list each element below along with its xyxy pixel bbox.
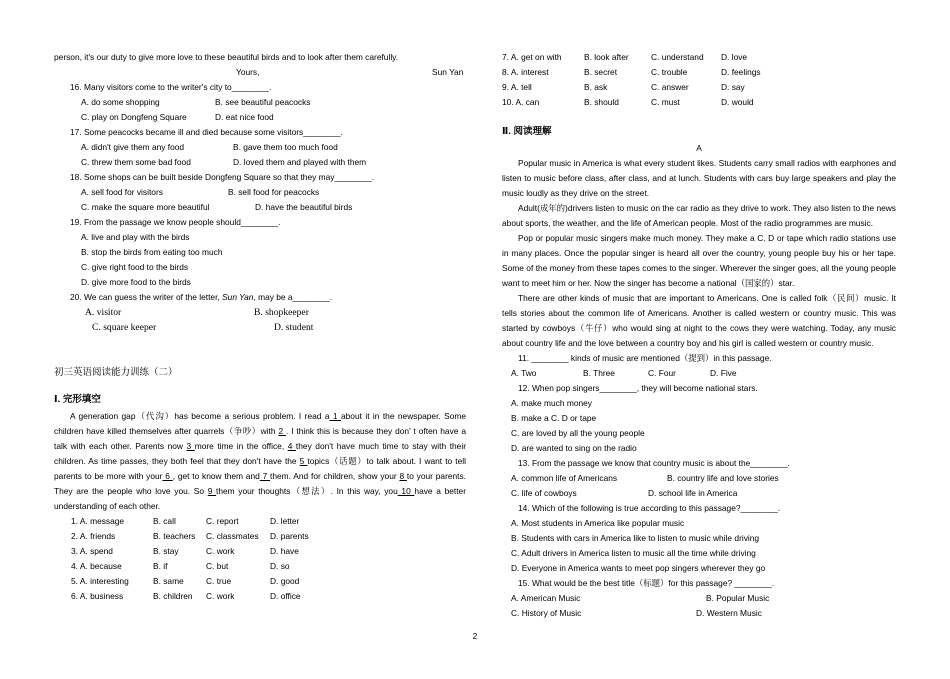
section-heading-cloze: Ⅰ. 完形填空 — [54, 394, 101, 405]
option: C. square keeper — [92, 322, 157, 333]
option: 10. A. can — [502, 97, 540, 107]
option: A. Most students in America like popular music — [511, 518, 685, 528]
option: A. American Music — [511, 593, 581, 603]
option: D. love — [721, 52, 748, 62]
option: C. give right food to the birds — [81, 262, 189, 272]
question-14: 14. Which of the following is true according to this passage?________. — [518, 503, 781, 513]
cloze-blank-4: 4 — [287, 441, 296, 451]
passage-paragraph: Adult(成年的)drivers listen to music on the car radio as they drive to work. They also listen to the news about sports, the weather, and the life of American people. Most of the radio programmes are music. — [502, 203, 896, 228]
option: 8. A. interest — [502, 67, 549, 77]
letter-closing: Yours, — [236, 67, 260, 77]
unit-title: 初三英语阅读能力训练（二） — [54, 367, 178, 378]
option: C. classmates — [206, 531, 259, 541]
left-column — [54, 50, 466, 604]
option: B. call — [153, 516, 176, 526]
option: D. Everyone in America wants to meet pop singers wherever they go — [511, 563, 766, 573]
question-20-options — [54, 305, 466, 320]
passage-paragraph: Pop or popular music singers make much money. They make a C. D or tape which radio stations use in many places. Once the popular singer is heard all over the country, young people buy his or her tape. Some of the money from these tapes comes to the singer. Wherever the singer goes, all the young people want to meet him or her. Now the singer has become a national（国家的）star. — [502, 233, 896, 288]
cloze-blank-1: 1 — [329, 411, 341, 421]
option: D. are wanted to sing on the radio — [511, 443, 637, 453]
option: B. gave them too much food — [233, 142, 338, 152]
cloze-blank-5: 5 — [299, 456, 308, 466]
option: D. Five — [710, 368, 737, 378]
page-number: 2 — [472, 631, 478, 641]
option: 6. A. business — [71, 591, 124, 601]
option: B. Students with cars in America like to listen to music while driving — [511, 533, 760, 543]
option: C. make the square more beautiful — [81, 202, 210, 212]
option: 5. A. interesting — [71, 576, 129, 586]
question-18-options-2 — [54, 200, 466, 215]
option: C. Four — [648, 368, 676, 378]
cloze-option-row — [54, 559, 466, 574]
question-18: 18. Some shops can be built beside Dongfeng Square so that they may________. — [70, 172, 375, 182]
option: C. work — [206, 546, 235, 556]
option: D. give more food to the birds — [81, 277, 191, 287]
option: D. student — [274, 322, 314, 333]
option: B. if — [153, 561, 168, 571]
cloze-blank-6: 6 — [162, 471, 173, 481]
cloze-options-1-6 — [54, 514, 466, 604]
cloze-option-row — [54, 574, 466, 589]
option: D. school life in America — [648, 488, 738, 498]
cloze-options-7-10 — [502, 50, 896, 110]
option: D. parents — [270, 531, 309, 541]
option: C. History of Music — [511, 608, 582, 618]
option: B. same — [153, 576, 184, 586]
right-column — [502, 50, 896, 621]
cloze-option-row — [54, 514, 466, 529]
question-20-writer-name: Sun Yan — [222, 292, 254, 302]
question-13-options — [502, 471, 896, 486]
option: A. live and play with the birds — [81, 232, 190, 242]
section-heading-reading: Ⅱ. 阅读理解 — [502, 126, 552, 137]
option: B. stay — [153, 546, 179, 556]
option: C. report — [206, 516, 239, 526]
option: B. look after — [584, 52, 629, 62]
option: D. feelings — [721, 67, 761, 77]
option: C. answer — [651, 82, 689, 92]
cloze-blank-2: 2 — [278, 426, 286, 436]
question-17: 17. Some peacocks became ill and died because some visitors________. — [70, 127, 343, 137]
option: D. would — [721, 97, 754, 107]
option: C. play on Dongfeng Square — [81, 112, 187, 122]
question-20-options-2 — [54, 320, 466, 335]
option: B. ask — [584, 82, 608, 92]
option: C. are loved by all the young people — [511, 428, 645, 438]
cloze-option-row — [502, 50, 896, 65]
option: B. Three — [583, 368, 615, 378]
option: A. visitor — [85, 307, 122, 318]
option: 2. A. friends — [71, 531, 116, 541]
question-16: 16. Many visitors come to the writer's city to________. — [70, 82, 272, 92]
question-16-options — [54, 95, 466, 110]
option: 3. A. spend — [71, 546, 113, 556]
cloze-blank-3: 3 — [186, 441, 195, 451]
option: B. secret — [584, 67, 618, 77]
option: A. Two — [511, 368, 537, 378]
passage-paragraph: Popular music in America is what every student likes. Students carry small radios with earphones and listen to music before class, after class, and at lunch. Students with cars buy large speakers and play the music loudly as they drive on the street. — [502, 158, 896, 198]
question-13-options-2 — [502, 486, 896, 501]
question-15-options-2 — [502, 606, 896, 621]
cloze-option-row — [54, 544, 466, 559]
option: D. say — [721, 82, 745, 92]
question-15-options — [502, 591, 896, 606]
option: D. loved them and played with them — [233, 157, 367, 167]
letter-last-line: person, it's our duty to give more love to these beautiful birds and to look after them carefully. — [54, 52, 399, 62]
option: D. eat nice food — [215, 112, 274, 122]
option: B. Popular Music — [706, 593, 770, 603]
option: A. didn't give them any food — [81, 142, 185, 152]
question-12: 12. When pop singers________, they will become national stars. — [518, 383, 758, 393]
question-17-options-2 — [54, 155, 466, 170]
cloze-option-row — [54, 529, 466, 544]
option: B. country life and love stories — [667, 473, 779, 483]
option: C. threw them some bad food — [81, 157, 191, 167]
question-13: 13. From the passage we know that country music is about the________. — [518, 458, 790, 468]
question-11-options — [502, 366, 896, 381]
question-15: 15. What would be the best title（标题）for this passage? ________. — [518, 578, 775, 588]
cloze-option-row — [502, 95, 896, 110]
option: D. good — [270, 576, 300, 586]
option: C. life of cowboys — [511, 488, 577, 498]
option: C. must — [651, 97, 680, 107]
option: D. have the beautiful birds — [255, 202, 353, 212]
letter-signoff — [54, 65, 466, 80]
letter-signer: Sun Yan — [432, 67, 464, 77]
option: C. true — [206, 576, 232, 586]
option: 4. A. because — [71, 561, 122, 571]
question-20: 20. We can guess the writer of the letter, Sun Yan, may be a________. — [70, 292, 333, 302]
question-11: 11. ________ kinds of music are mentioned（提到）in this passage. — [518, 353, 772, 363]
option: B. teachers — [153, 531, 196, 541]
option: C. trouble — [651, 67, 688, 77]
question-19: 19. From the passage we know people should________. — [70, 217, 281, 227]
option: D. have — [270, 546, 299, 556]
cloze-option-row — [502, 65, 896, 80]
cloze-option-row — [54, 589, 466, 604]
option: B. make a C. D or tape — [511, 413, 597, 423]
option: D. Western Music — [696, 608, 762, 618]
option: 9. A. tell — [502, 82, 532, 92]
cloze-blank-7: 7 — [259, 471, 271, 481]
cloze-passage: A generation gap（代沟）has become a serious problem. I read a 1 about it in the newspaper. Some children have killed themselves after quarrels（争吵）with 2 . I think this is because they don' t often have a talk with each other. Parents now 3 more time in the office, 4 they don't have much time to stay with their children. As time passes, they both feel that they don't have the 5 topics（话题）to talk about. I want to tell parents to be more with your 6 , get to know them and 7 them. And for children, show your 8 to your parents. They are the people who love you. So 9 them your thoughts（想法）. In this way, you 10 have a better understanding of each other. — [54, 411, 467, 511]
cloze-option-row — [502, 80, 896, 95]
cloze-blank-10: 10 — [397, 486, 415, 496]
option: C. but — [206, 561, 229, 571]
option: C. work — [206, 591, 235, 601]
option: B. should — [584, 97, 619, 107]
option: D. letter — [270, 516, 300, 526]
option: 7. A. get on with — [502, 52, 562, 62]
question-16-options-2 — [54, 110, 466, 125]
option: B. sell food for peacocks — [228, 187, 320, 197]
cloze-blank-8: 8 — [399, 471, 407, 481]
option: D. so — [270, 561, 290, 571]
option: A. sell food for visitors — [81, 187, 163, 197]
passage-label: A — [696, 143, 702, 153]
option: C. understand — [651, 52, 704, 62]
option: C. Adult drivers in America listen to music all the time while driving — [511, 548, 756, 558]
option: A. do some shopping — [81, 97, 160, 107]
option: D. office — [270, 591, 301, 601]
option: B. stop the birds from eating too much — [81, 247, 223, 257]
option: B. shopkeeper — [254, 307, 309, 318]
option: B. children — [153, 591, 193, 601]
question-18-options — [54, 185, 466, 200]
option: B. see beautiful peacocks — [215, 97, 311, 107]
option: A. make much money — [511, 398, 592, 408]
cloze-blank-9: 9 — [207, 486, 217, 496]
passage-paragraph: There are other kinds of music that are important to Americans. One is called folk（民间）music. It tells stories about the common life of Americans. Another is called western or country music. This was started by cowboys（牛仔）who would sing at night to the cows they were watching. Today, any music about country life and the love between a country boy and his girl is called western or country music. — [502, 293, 896, 348]
option: A. common life of Americans — [511, 473, 618, 483]
question-17-options — [54, 140, 466, 155]
option: 1. A. message — [71, 516, 125, 526]
